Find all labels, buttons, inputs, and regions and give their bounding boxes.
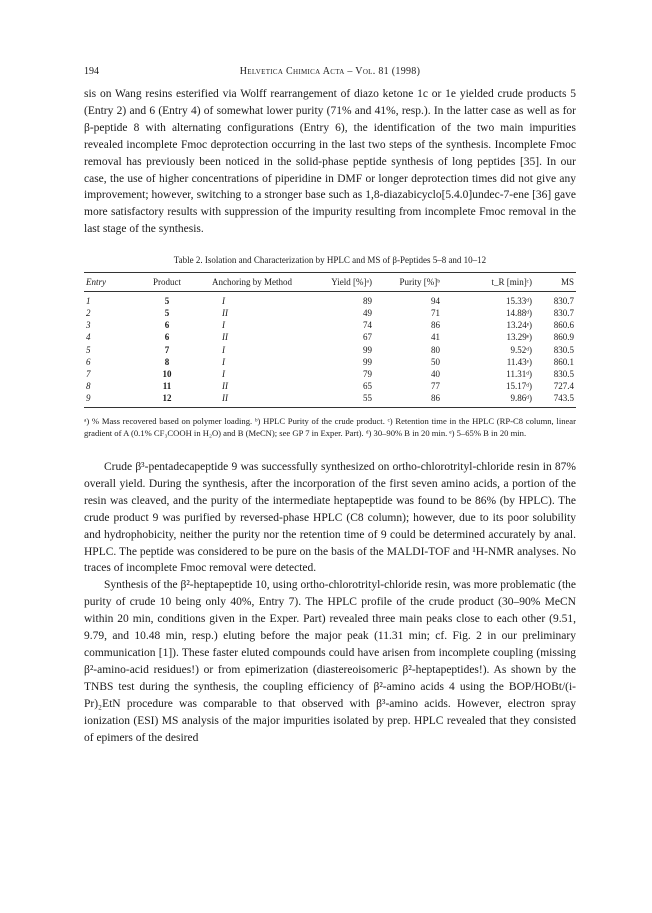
col-yield: Yield [%]ᵃ)	[331, 277, 372, 288]
cell-anchoring: I	[222, 368, 225, 379]
page-number: 194	[84, 66, 99, 77]
running-title: Helvetica Chimica Acta – Vol. 81 (1998)	[239, 66, 421, 77]
cell-purity: 77	[431, 380, 440, 391]
table-row	[84, 368, 576, 380]
cell-ms: 830.5	[553, 368, 574, 379]
cell-ms: 830.7	[553, 296, 574, 307]
cell-product: 5	[164, 296, 170, 307]
cell-anchoring: II	[222, 332, 228, 343]
cell-product: 6	[164, 320, 170, 331]
col-anchoring: Anchoring by Method	[212, 277, 292, 288]
cell-retention-time: 11.43ᵉ)	[506, 356, 532, 367]
paragraph-1: sis on Wang resins esterified via Wolff rearrangement of diazo ketone 1c or 1e yielded crude products 5 (Entry 2) and 6 (Entry 4) of somewhat lower purity (71% and 41%, resp.). In the latter case as well as for β-peptide 8 with alternating configurations (Entry 6), the identification of the two main impurities revealed incomplete Fmoc deprotection occurring in the last two steps of the synthesis. Incomplete Fmoc removal has previously been noticed in the solid-phase peptide synthesis of long peptides [35]. In our case, the use of higher concentrations of piperidine in DMF or longer deprotection times did not give any improvement; however, switching to a stronger base such as 1,8-diazabicyclo[5.4.0]undec-7-ene [36] gave more satisfactory results with suppression of the impurity resulting from incomplete Fmoc removal in the last stage of the synthesis.	[84, 88, 576, 236]
cell-ms: 860.1	[553, 356, 574, 367]
cell-product: 6	[164, 332, 170, 343]
cell-yield: 65	[363, 380, 372, 391]
cell-yield: 89	[363, 296, 372, 307]
table-row	[84, 380, 576, 392]
cell-anchoring: II	[222, 380, 228, 391]
table-row	[84, 344, 576, 356]
cell-purity: 40	[431, 368, 440, 379]
cell-purity: 94	[431, 296, 440, 307]
cell-anchoring: I	[222, 320, 225, 331]
cell-entry: 9	[86, 392, 91, 403]
table-body	[84, 292, 576, 408]
col-entry: Entry	[86, 277, 106, 288]
col-purity: Purity [%]ᵇ	[399, 277, 440, 288]
cell-retention-time: 9.52ᵈ)	[510, 344, 532, 355]
cell-ms: 860.6	[553, 320, 574, 331]
cell-retention-time: 13.24ᵉ)	[506, 320, 532, 331]
cell-retention-time: 15.33ᵈ)	[505, 296, 532, 307]
cell-entry: 8	[86, 380, 91, 391]
cell-entry: 2	[86, 308, 91, 319]
cell-retention-time: 9.86ᵈ)	[510, 392, 532, 403]
cell-product: 7	[164, 344, 170, 355]
cell-entry: 6	[86, 356, 91, 367]
cell-entry: 1	[86, 296, 91, 307]
cell-yield: 55	[363, 392, 372, 403]
page-header	[84, 62, 576, 78]
cell-product: 12	[162, 392, 172, 403]
cell-ms: 727.4	[553, 380, 574, 391]
paragraph-2: Crude β³-pentadecapeptide 9 was successfully synthesized on ortho-chlorotrityl-chloride resin in 87% overall yield. During the synthesis, after the incorporation of the first seven amino acids, a portion of the resin was cleaved, and the purity of the intermediate heptapeptide was found to be 86% (by HPLC). The crude product 9 was purified by reversed-phase HPLC (C8 column); however, due to its poor solubility and hydrophobicity, neither the purity nor the retention time of 9 could be determined accurately by anal. HPLC. The peptide was considered to be pure on the basis of the MALDI-TOF and ¹H-NMR analyses. No traces of incomplete Fmoc removal were detected.	[84, 461, 576, 575]
cell-ms: 860.9	[553, 332, 574, 343]
cell-entry: 3	[86, 320, 91, 331]
table-caption: Table 2. Isolation and Characterization by HPLC and MS of β-Peptides 5–8 and 10–12	[173, 255, 487, 266]
cell-product: 10	[162, 368, 172, 379]
cell-entry: 4	[86, 332, 91, 343]
table-row	[84, 292, 576, 308]
cell-ms: 743.5	[553, 392, 574, 403]
paragraph-3: Synthesis of the β²-heptapeptide 10, using ortho-chlorotrityl-chloride resin, was more problematic (the purity of crude 10 being only 40%, Entry 7). The HPLC profile of the crude product (30–90% MeCN within 20 min, conditions given in the Exper. Part) revealed three main peaks close to each other (9.51, 9.79, and 10.48 min, resp.) eluting before the major peak (11.31 min; cf. Fig. 2 in our preliminary communication [1]). These faster eluted compounds could have arisen from incomplete coupling (missing β²-amino-acid residues!) or from epimerization (diastereoisomeric β²-heptapeptides!). As shown by the TNBS test during the synthesis, the coupling efficiency of β²-amino acids 4 using the BOP/HOBt/(i-Pr)₂EtN procedure was comparable to that observed with β³-amino acids. However, electron spray ionization (ESI) MS analysis of the major impurities isolated by prep. HPLC revealed that they consisted of epimers of the desired	[84, 579, 576, 744]
cell-anchoring: I	[222, 356, 225, 367]
cell-purity: 71	[431, 308, 440, 319]
cell-yield: 99	[363, 344, 372, 355]
col-retention-time: t_R [min]ᶜ)	[491, 277, 532, 288]
cell-entry: 5	[86, 344, 91, 355]
cell-yield: 74	[363, 320, 372, 331]
cell-anchoring: II	[222, 308, 228, 319]
cell-yield: 79	[363, 368, 372, 379]
cell-purity: 86	[431, 320, 440, 331]
col-product: Product	[153, 277, 181, 288]
cell-retention-time: 14.88ᵈ)	[505, 308, 532, 319]
cell-purity: 50	[431, 356, 440, 367]
cell-retention-time: 15.17ᵈ)	[505, 380, 532, 391]
table-row	[84, 356, 576, 368]
cell-ms: 830.5	[553, 344, 574, 355]
table-row	[84, 319, 576, 331]
cell-yield: 67	[363, 332, 372, 343]
cell-purity: 86	[431, 392, 440, 403]
cell-anchoring: II	[222, 392, 228, 403]
table-row	[84, 331, 576, 343]
cell-product: 5	[164, 308, 170, 319]
table-header-row	[84, 273, 576, 292]
cell-product: 8	[164, 356, 170, 367]
table-row	[84, 392, 576, 408]
cell-retention-time: 13.29ᵉ)	[506, 332, 532, 343]
cell-anchoring: I	[222, 344, 225, 355]
cell-product: 11	[162, 380, 172, 391]
cell-retention-time: 11.31ᵈ)	[506, 368, 532, 379]
cell-ms: 830.7	[553, 308, 574, 319]
cell-entry: 7	[86, 368, 91, 379]
page	[84, 62, 576, 746]
table-row	[84, 307, 576, 319]
cell-purity: 41	[431, 332, 440, 343]
results-table	[84, 272, 576, 408]
cell-anchoring: I	[222, 296, 225, 307]
cell-yield: 99	[363, 356, 372, 367]
col-ms: MS	[560, 277, 574, 288]
cell-purity: 80	[431, 344, 440, 355]
cell-yield: 49	[363, 308, 372, 319]
table-footnote: ᵃ) % Mass recovered based on polymer loading. ᵇ) HPLC Purity of the crude product. ᶜ) Retention time in the HPLC (RP-C8 column, linear gradient of A (0.1% CF₃COOH in H₂O) and B (MeCN); see GP 7 in Exper. Part). ᵈ) 30–90% B in 20 min. ᵉ) 5–65% B in 20 min.	[84, 416, 576, 438]
